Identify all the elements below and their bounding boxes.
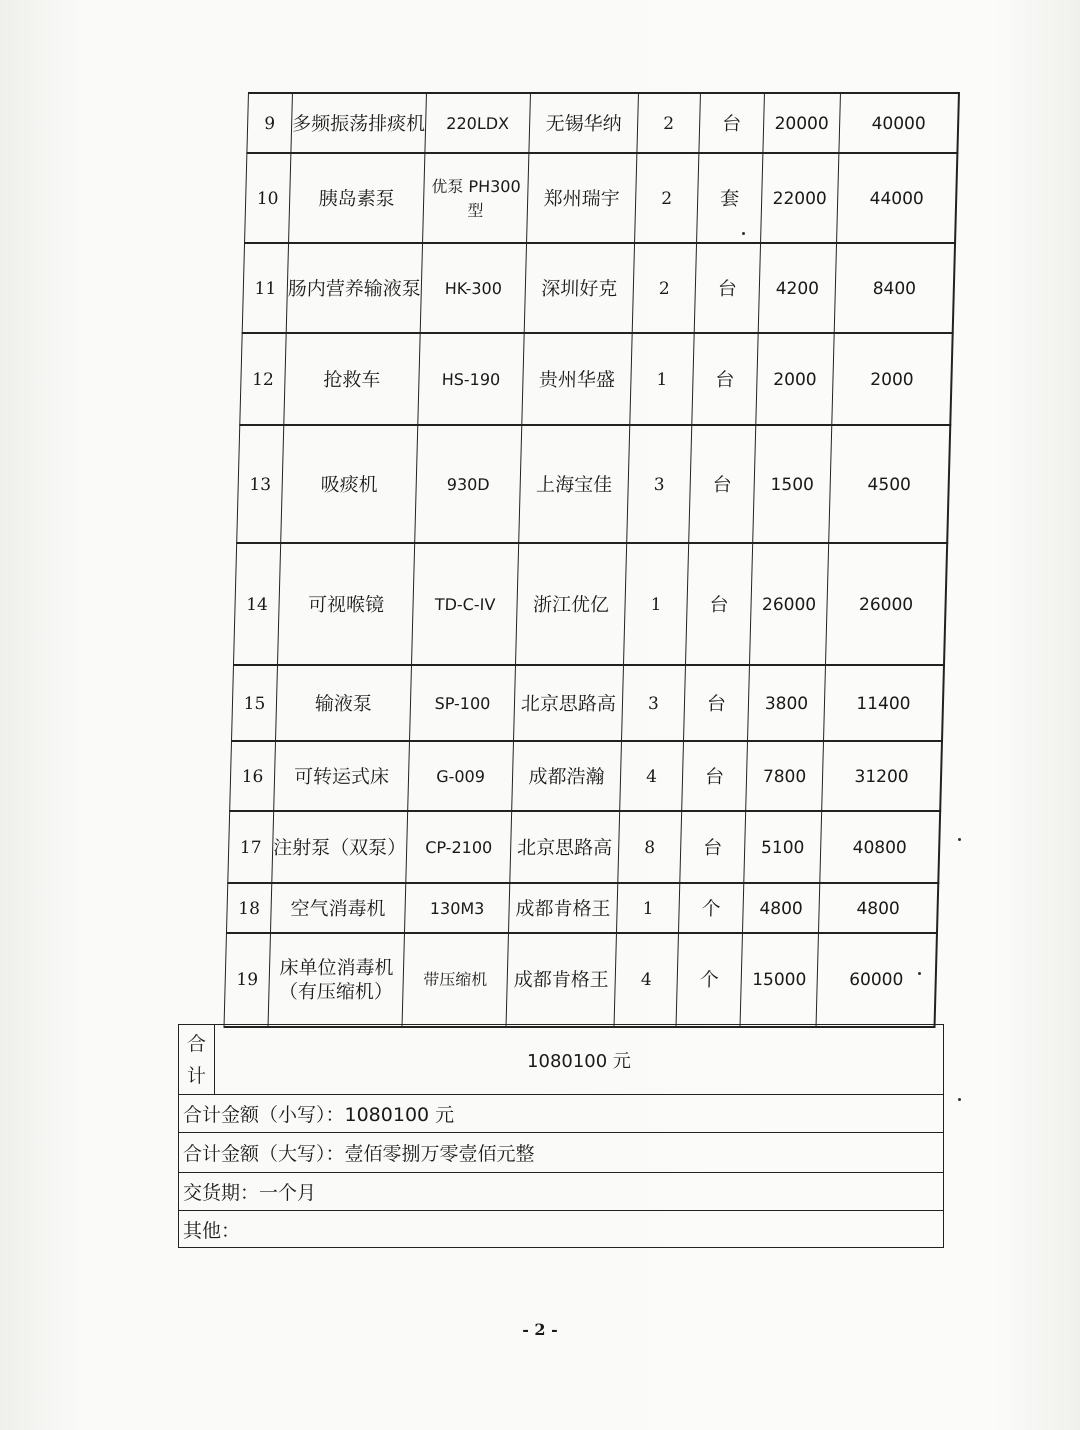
cell-amount: 8400 xyxy=(834,244,956,334)
cell-unit: 个 xyxy=(678,884,743,934)
delivery-row xyxy=(178,1172,944,1210)
cell-price: 15000 xyxy=(740,934,818,1026)
scan-speck xyxy=(958,1098,961,1101)
cell-maker: 上海宝佳 xyxy=(518,426,629,544)
cell-amount: 31200 xyxy=(821,742,943,812)
cell-maker: 深圳好克 xyxy=(524,244,634,334)
total-label xyxy=(179,1025,215,1094)
amount-upper-row xyxy=(178,1132,944,1172)
cell-unit: 台 xyxy=(683,666,749,742)
cell-model: TD-C-IV xyxy=(411,544,518,666)
total-label-bottom: 计 xyxy=(186,1064,206,1087)
cell-qty: 4 xyxy=(614,934,678,1026)
cell-model: 130M3 xyxy=(404,884,509,934)
cell-qty: 3 xyxy=(621,666,685,742)
cell-name: 肠内营养输液泵 xyxy=(286,244,422,334)
table-row xyxy=(239,332,953,426)
cell-model: 带压缩机 xyxy=(402,934,508,1026)
cell-price: 5100 xyxy=(743,812,821,884)
cell-amount: 60000 xyxy=(816,934,938,1026)
cell-no: 16 xyxy=(229,742,275,812)
cell-model: HS-190 xyxy=(417,334,523,426)
total-label-top: 合 xyxy=(186,1032,206,1055)
cell-unit: 台 xyxy=(691,334,757,426)
cell-unit: 台 xyxy=(681,742,747,812)
cell-qty: 1 xyxy=(616,884,679,934)
table-row xyxy=(246,92,960,154)
cell-name: 吸痰机 xyxy=(280,426,417,544)
cell-qty: 2 xyxy=(634,154,698,244)
other-row xyxy=(178,1210,944,1248)
cell-qty: 3 xyxy=(626,426,691,544)
table-row xyxy=(231,664,945,742)
cell-qty: 1 xyxy=(623,544,688,666)
cell-model: CP-2100 xyxy=(405,812,511,884)
cell-no: 18 xyxy=(226,884,271,934)
cell-price: 26000 xyxy=(749,544,828,666)
cell-unit: 台 xyxy=(688,426,755,544)
cell-price: 1500 xyxy=(752,426,831,544)
cell-name: 抢救车 xyxy=(283,334,419,426)
cell-amount: 4500 xyxy=(828,426,951,544)
cell-no: 17 xyxy=(227,812,273,884)
cell-amount: 4800 xyxy=(818,884,939,934)
cell-qty: 4 xyxy=(619,742,683,812)
cell-model: G-009 xyxy=(407,742,513,812)
scan-speck xyxy=(742,232,745,235)
table-row xyxy=(226,882,939,934)
amount-upper-text: 合计金额（大写）：壹佰零捌万零壹佰元整 xyxy=(183,1143,535,1165)
table-row xyxy=(223,932,938,1028)
cell-name: 多频振荡排痰机 xyxy=(290,94,426,154)
cell-qty: 2 xyxy=(632,244,696,334)
cell-no: 11 xyxy=(242,244,288,334)
cell-maker: 成都肯格王 xyxy=(508,884,617,934)
cell-price: 4800 xyxy=(742,884,819,934)
table-row xyxy=(236,424,951,544)
cell-qty: 8 xyxy=(617,812,681,884)
cell-name: 可视喉镜 xyxy=(277,544,414,666)
cell-no: 10 xyxy=(244,154,290,244)
total-value: 1080100 元 xyxy=(527,1050,631,1072)
cell-no: 9 xyxy=(246,94,292,154)
cell-unit: 台 xyxy=(685,544,752,666)
cell-name: 胰岛素泵 xyxy=(288,154,424,244)
cell-name: 注射泵（双泵） xyxy=(271,812,407,884)
cell-model: 930D xyxy=(414,426,521,544)
equipment-table xyxy=(224,92,960,1024)
cell-no: 12 xyxy=(239,334,285,426)
page-number: - 2 - xyxy=(522,1320,558,1339)
cell-amount: 26000 xyxy=(825,544,948,666)
cell-maker: 浙江优亿 xyxy=(515,544,626,666)
cell-amount: 40800 xyxy=(819,812,941,884)
cell-price: 4200 xyxy=(758,244,836,334)
cell-maker: 贵州华盛 xyxy=(521,334,631,426)
cell-price: 22000 xyxy=(760,154,838,244)
cell-name: 床单位消毒机 （有压缩机） xyxy=(268,934,404,1026)
cell-qty: 1 xyxy=(629,334,693,426)
cell-model: SP-100 xyxy=(409,666,515,742)
cell-price: 7800 xyxy=(745,742,823,812)
scan-speck xyxy=(918,972,921,975)
table-row xyxy=(229,740,943,812)
cell-unit: 台 xyxy=(698,94,764,154)
table-row xyxy=(233,542,948,666)
scan-speck xyxy=(958,838,961,841)
cell-unit: 套 xyxy=(696,154,762,244)
table-row xyxy=(242,242,956,334)
table-row xyxy=(244,152,958,244)
cell-no: 19 xyxy=(224,934,270,1026)
cell-name: 空气消毒机 xyxy=(270,884,405,934)
table-row xyxy=(227,810,941,884)
cell-no: 13 xyxy=(236,426,283,544)
cell-amount: 40000 xyxy=(838,94,960,154)
cell-maker: 北京思路高 xyxy=(513,666,623,742)
cell-no: 15 xyxy=(231,666,277,742)
cell-maker: 北京思路高 xyxy=(509,812,619,884)
cell-maker: 郑州瑞宇 xyxy=(526,154,636,244)
cell-amount: 2000 xyxy=(831,334,953,426)
cell-amount: 11400 xyxy=(823,666,945,742)
cell-qty: 2 xyxy=(636,94,700,154)
cell-maker: 成都浩瀚 xyxy=(511,742,621,812)
cell-maker: 成都肯格王 xyxy=(506,934,616,1026)
cell-unit: 台 xyxy=(679,812,745,884)
cell-model: HK-300 xyxy=(420,244,526,334)
amount-lower-text: 合计金额（小写）：1080100 元 xyxy=(183,1104,455,1126)
cell-unit: 个 xyxy=(676,934,742,1026)
cell-name: 输液泵 xyxy=(275,666,411,742)
cell-unit: 台 xyxy=(694,244,760,334)
delivery-text: 交货期：一个月 xyxy=(183,1182,317,1204)
other-text: 其他： xyxy=(183,1219,241,1242)
cell-maker: 无锡华纳 xyxy=(528,94,638,154)
cell-price: 3800 xyxy=(747,666,825,742)
cell-model: 220LDX xyxy=(424,94,530,154)
cell-price: 20000 xyxy=(762,94,840,154)
cell-no: 14 xyxy=(233,544,280,666)
amount-lower-row xyxy=(178,1094,944,1132)
cell-model: 优泵 PH300 型 xyxy=(422,154,528,244)
cell-amount: 44000 xyxy=(836,154,958,244)
cell-name: 可转运式床 xyxy=(273,742,409,812)
total-row xyxy=(178,1024,944,1094)
cell-price: 2000 xyxy=(755,334,833,426)
